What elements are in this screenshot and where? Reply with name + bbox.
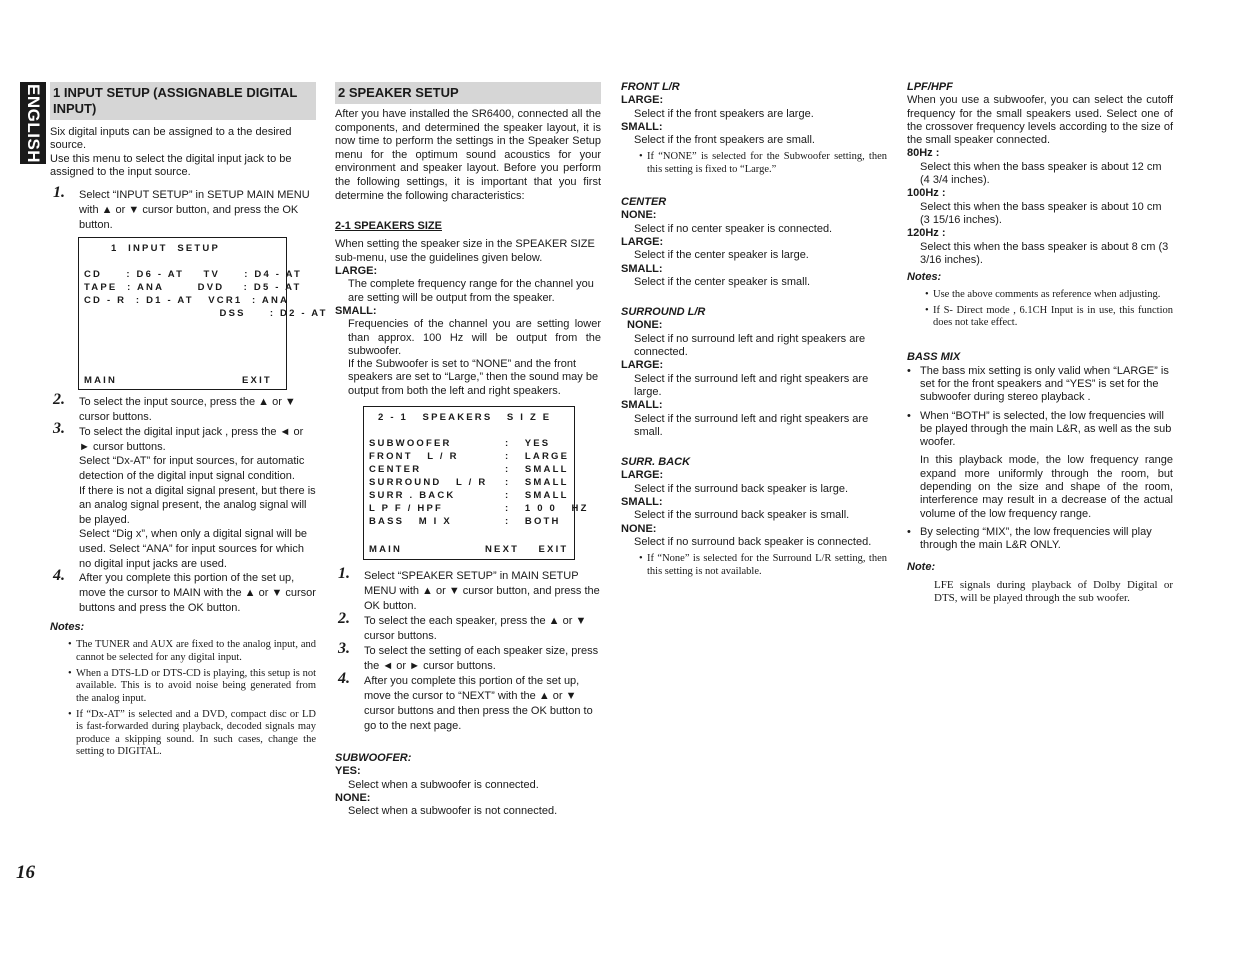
center-none-label: NONE: — [621, 209, 657, 222]
lpf-bass-column — [907, 81, 1173, 605]
screen-title: 1 INPUT SETUP — [111, 243, 221, 255]
speaker-step-3 — [335, 640, 601, 674]
screen-row: CD - R : D1 - AT VCR1 : ANA — [84, 295, 290, 307]
screen-label: SURROUND L / R — [369, 477, 488, 489]
speakers-size-intro: When setting the speaker size in the SPEAKER SIZE sub-menu, use the guidelines given below. — [335, 238, 595, 264]
center-large-label: LARGE: — [621, 235, 664, 248]
input-setup-column — [50, 82, 328, 758]
screen-title: 2 - 1 SPEAKERS S I Z E — [378, 412, 552, 424]
note-text: If “NONE” is selected for the Subwoofer setting, then this setting is fixed to “Large.” — [647, 151, 887, 175]
notes-label: Notes: — [50, 621, 85, 634]
input-setup-intro-1: Six digital inputs can be assigned to a the desired source. — [50, 126, 292, 152]
bass-mix-label: BASS MIX — [907, 351, 961, 364]
back-large-text: Select if the surround back speaker is large. — [634, 482, 849, 495]
input-setup-heading: 1 INPUT SETUP (ASSIGNABLE DIGITAL INPUT) — [50, 82, 316, 120]
front-small-label: SMALL: — [621, 120, 663, 133]
surround-lr-label: SURROUND L/R — [621, 306, 706, 319]
step-text: To select the input source, press the ▲ or ▼ cursor buttons. — [79, 396, 296, 424]
screen-value: : SMALL — [505, 490, 569, 502]
bullet-text: By selecting “MIX”, the low frequencies will play through the main L&R ONLY. — [920, 525, 1152, 552]
screen-label: SUBWOOFER — [369, 438, 452, 450]
screen-value: : SMALL — [505, 464, 569, 476]
input-setup-intro-2: Use this menu to select the digital input jack to be assigned to the input source. — [50, 152, 292, 178]
small-text: If the Subwoofer is set to “NONE” and the front speakers are set to “Large,” then the sound may be output from both the left and right speakers. — [348, 358, 599, 397]
surround-small-text: Select if the surround left and right speakers are small. — [634, 412, 869, 438]
speaker-setup-intro: After you have installed the SR6400, connected all the components, and determined the speaker layout, it is now time to perform the settings in the Speaker Setup menu for the optimum sound acoustics for your environment and speaker layout. Before you perform the following settings, it is important that you first determine the following characteristics: — [335, 108, 601, 202]
back-none-text: Select if no surround back speaker is connected. — [634, 535, 872, 548]
lfe-note-text: LFE signals during playback of Dolby Digital or DTS, will be played through the sub woofer. — [934, 578, 1173, 604]
note-item: • If S- Direct mode , 6.1CH Input is in use, this function does not take effect. — [925, 304, 1173, 329]
input-step-3 — [50, 420, 316, 571]
note-text: Use the above comments as reference when adjusting. — [933, 289, 1161, 301]
step-number: 4. — [53, 567, 65, 585]
center-small-text: Select if the center speaker is small. — [634, 275, 811, 288]
back-large-label: LARGE: — [621, 469, 664, 482]
small-label: SMALL: — [335, 304, 377, 317]
screen-row: DSS : D2 - AT — [84, 308, 328, 320]
screen-value: : SMALL — [505, 477, 569, 489]
note-text: If “Dx-AT” is selected and a DVD, compact disc or LD is fast-forwarded during playback, decoded signals may produce a skipping sound. In such cases, change the setting to DIGITAL. — [76, 708, 316, 757]
note-label: Note: — [907, 560, 936, 573]
bullet-text: The bass mix setting is only valid when “LARGE” is set for the front speakers and “YES” is set for the subwoofer during stereo playback . — [920, 364, 1169, 404]
large-text: The complete frequency range for the channel you are setting will be output from the speaker. — [348, 278, 594, 304]
speaker-options-column — [621, 81, 887, 578]
subwoofer-label: SUBWOOFER: — [335, 752, 412, 765]
yes-label: YES: — [335, 765, 361, 778]
bass-mix-item: • By selecting “MIX”, the low frequencies will play through the main L&R ONLY. — [907, 525, 1152, 552]
screen-main-option: MAIN — [84, 375, 118, 387]
bass-mix-text: In this playback mode, the low frequency range expand more uniformly through the room, but depending on the size and shape of the room, interference may result in a decrease of the actual volume of the low frequency range. — [920, 454, 1173, 520]
input-step-2 — [50, 391, 316, 425]
bass-mix-item: • When “BOTH” is selected, the low frequencies will be played through the main L&R, as well as the sub woofer. — [907, 409, 1172, 449]
lpf-hpf-text: When you use a subwoofer, you can select the cutoff frequency for the small speakers used. Select one of the crossover frequency levels according to the size of the small speaker connected. — [907, 94, 1173, 147]
center-none-text: Select if no center speaker is connected. — [634, 222, 833, 235]
surround-small-label: SMALL: — [621, 399, 663, 412]
back-small-label: SMALL: — [621, 496, 663, 509]
screen-label: FRONT L / R — [369, 451, 459, 463]
step-text: To select the digital input jack , press the ◄ or ► cursor buttons. — [79, 426, 304, 453]
step-number: 1. — [338, 565, 350, 583]
note-item: • If “Dx-AT” is selected and a DVD, compact disc or LD is fast-forwarded during playback, decoded signals may produce a skipping sound. In such cases, change the setting to DIGITAL. — [68, 708, 316, 757]
center-small-label: SMALL: — [621, 262, 663, 275]
small-text: Frequencies of the channel you are setting lower than approx. 100 Hz will be output from the subwoofer. — [348, 318, 601, 357]
back-small-text: Select if the surround back speaker is small. — [634, 509, 850, 522]
center-label: CENTER — [621, 196, 667, 209]
step-number: 1. — [53, 184, 65, 202]
front-note: • If “NONE” is selected for the Subwoofer setting, then this setting is fixed to “Large.” — [639, 151, 887, 175]
speaker-setup-heading: 2 SPEAKER SETUP — [335, 82, 601, 104]
input-step-4 — [50, 567, 316, 616]
screen-main-option: MAIN — [369, 544, 403, 556]
lpf-hpf-label: LPF/HPF — [907, 81, 953, 93]
step-text: After you complete this portion of the set up, move the cursor to MAIN with the ▲ or ▼ cursor buttons and press the OK button. — [79, 572, 316, 615]
screen-row: CD : D6 - AT TV : D4 - AT — [84, 269, 303, 281]
note-text: When a DTS-LD or DTS-CD is playing, this setup is not available. This is to avoid noise being generated from the analog input. — [76, 668, 316, 704]
screen-next-exit-option: NEXT EXIT — [485, 544, 569, 556]
speaker-step-4 — [335, 670, 601, 734]
step-text: Select “SPEAKER SETUP” in MAIN SETUP MENU with ▲ or ▼ cursor button, and press the OK button. — [364, 570, 600, 613]
large-label: LARGE: — [335, 265, 378, 278]
note-item: • When a DTS-LD or DTS-CD is playing, this setup is not available. This is to avoid noise being generated from the analog input. — [68, 668, 316, 704]
language-tab-label: ENGLISH — [24, 84, 43, 164]
screen-value: : 1 0 0 HZ — [505, 503, 589, 515]
screen-value: : BOTH — [505, 516, 561, 528]
hz120-text: Select this when the bass speaker is about 8 cm (3 3/16 inches). — [920, 240, 1169, 266]
step-number: 4. — [338, 670, 350, 688]
screen-value: : YES — [505, 438, 551, 450]
speaker-step-2 — [335, 610, 601, 644]
speaker-setup-column — [335, 82, 601, 819]
screen-row: TAPE : ANA DVD : D5 - AT — [84, 282, 302, 294]
input-step-1 — [50, 184, 316, 233]
step-text: To select the setting of each speaker size, press the ◄ or ► cursor buttons. — [364, 645, 599, 673]
screen-label: L P F / HPF — [369, 503, 443, 515]
speakers-size-screen — [363, 406, 589, 560]
step-number: 2. — [53, 391, 65, 409]
center-large-text: Select if the center speaker is large. — [634, 249, 809, 262]
step-text: After you complete this portion of the set up, move the cursor to “NEXT” with the ▲ or ▼ cursor buttons and then press the OK button to go to the next page. — [364, 675, 593, 733]
step-text: Select “INPUT SETUP” in SETUP MAIN MENU with ▲ or ▼ cursor button, and press the OK button. — [79, 189, 310, 232]
notes-label: Notes: — [907, 271, 942, 284]
step-text: If there is not a digital signal present, but there is an analog signal present, the analog signal will be played. — [79, 484, 316, 526]
language-tab — [20, 82, 46, 164]
speakers-size-subheading: 2-1 SPEAKERS SIZE — [335, 220, 442, 233]
bullet-text: When “BOTH” is selected, the low frequencies will be played through the main L&R, as well as the sub woofer. — [920, 409, 1172, 449]
none-label: NONE: — [335, 791, 371, 804]
bass-mix-item: • The bass mix setting is only valid when “LARGE” is set for the front speakers and “YES” is set for the subwoofer during stereo playback . — [907, 364, 1169, 404]
hz80-text: Select this when the bass speaker is about 12 cm (4 3/4 inches). — [920, 160, 1162, 187]
step-text: Select “Dig x”, when only a digital signal will be used. Select “ANA” for input sources for which no digital input jacks are used. — [79, 528, 308, 570]
surr-back-label: SURR. BACK — [621, 456, 691, 469]
none-text: Select when a subwoofer is not connected. — [348, 805, 558, 818]
screen-exit-option: EXIT — [242, 375, 272, 387]
screen-label: BASS M I X — [369, 516, 452, 528]
screen-label: CENTER — [369, 464, 422, 476]
screen-label: SURR . BACK — [369, 490, 456, 502]
surround-large-text: Select if the surround left and right speakers are large. — [634, 372, 869, 398]
yes-text: Select when a subwoofer is connected. — [348, 778, 539, 791]
back-note: • If “None” is selected for the Surround L/R setting, then this setting is not available. — [639, 553, 887, 577]
step-text: Select “Dx-AT” for input sources, for automatic detection of the digital input signal condition. — [79, 455, 305, 482]
note-text: If S- Direct mode , 6.1CH Input is in use, this function does not take effect. — [933, 304, 1173, 329]
step-number: 3. — [338, 640, 350, 658]
speaker-step-1 — [335, 565, 601, 614]
step-number: 3. — [53, 420, 65, 438]
input-setup-screen — [78, 237, 328, 390]
surround-none-label: NONE: — [627, 319, 663, 332]
note-text: If “None” is selected for the Surround L/R setting, then this setting is not available. — [647, 553, 887, 577]
front-small-text: Select if the front speakers are small. — [634, 134, 815, 147]
page-number: 16 — [16, 862, 35, 883]
step-number: 2. — [338, 610, 350, 628]
note-item: • The TUNER and AUX are fixed to the analog input, and cannot be selected for any digital input. — [68, 639, 316, 663]
front-lr-label: FRONT L/R — [621, 81, 680, 93]
hz100-label: 100Hz : — [907, 187, 946, 200]
hz80-label: 80Hz : — [907, 147, 940, 160]
note-text: The TUNER and AUX are fixed to the analog input, and cannot be selected for any digital input. — [76, 639, 316, 663]
hz100-text: Select this when the bass speaker is about 10 cm (3 15/16 inches). — [920, 200, 1162, 226]
screen-value: : LARGE — [505, 451, 570, 463]
hz120-label: 120Hz : — [907, 227, 946, 240]
surround-none-text: Select if no surround left and right speakers are connected. — [634, 332, 866, 359]
surround-large-label: LARGE: — [621, 359, 664, 372]
step-text: To select the each speaker, press the ▲ or ▼ cursor buttons. — [364, 615, 587, 643]
note-item: • Use the above comments as reference when adjusting. — [925, 289, 1161, 301]
back-none-label: NONE: — [621, 522, 657, 535]
front-large-text: Select if the front speakers are large. — [634, 107, 814, 120]
front-large-label: LARGE: — [621, 94, 664, 107]
